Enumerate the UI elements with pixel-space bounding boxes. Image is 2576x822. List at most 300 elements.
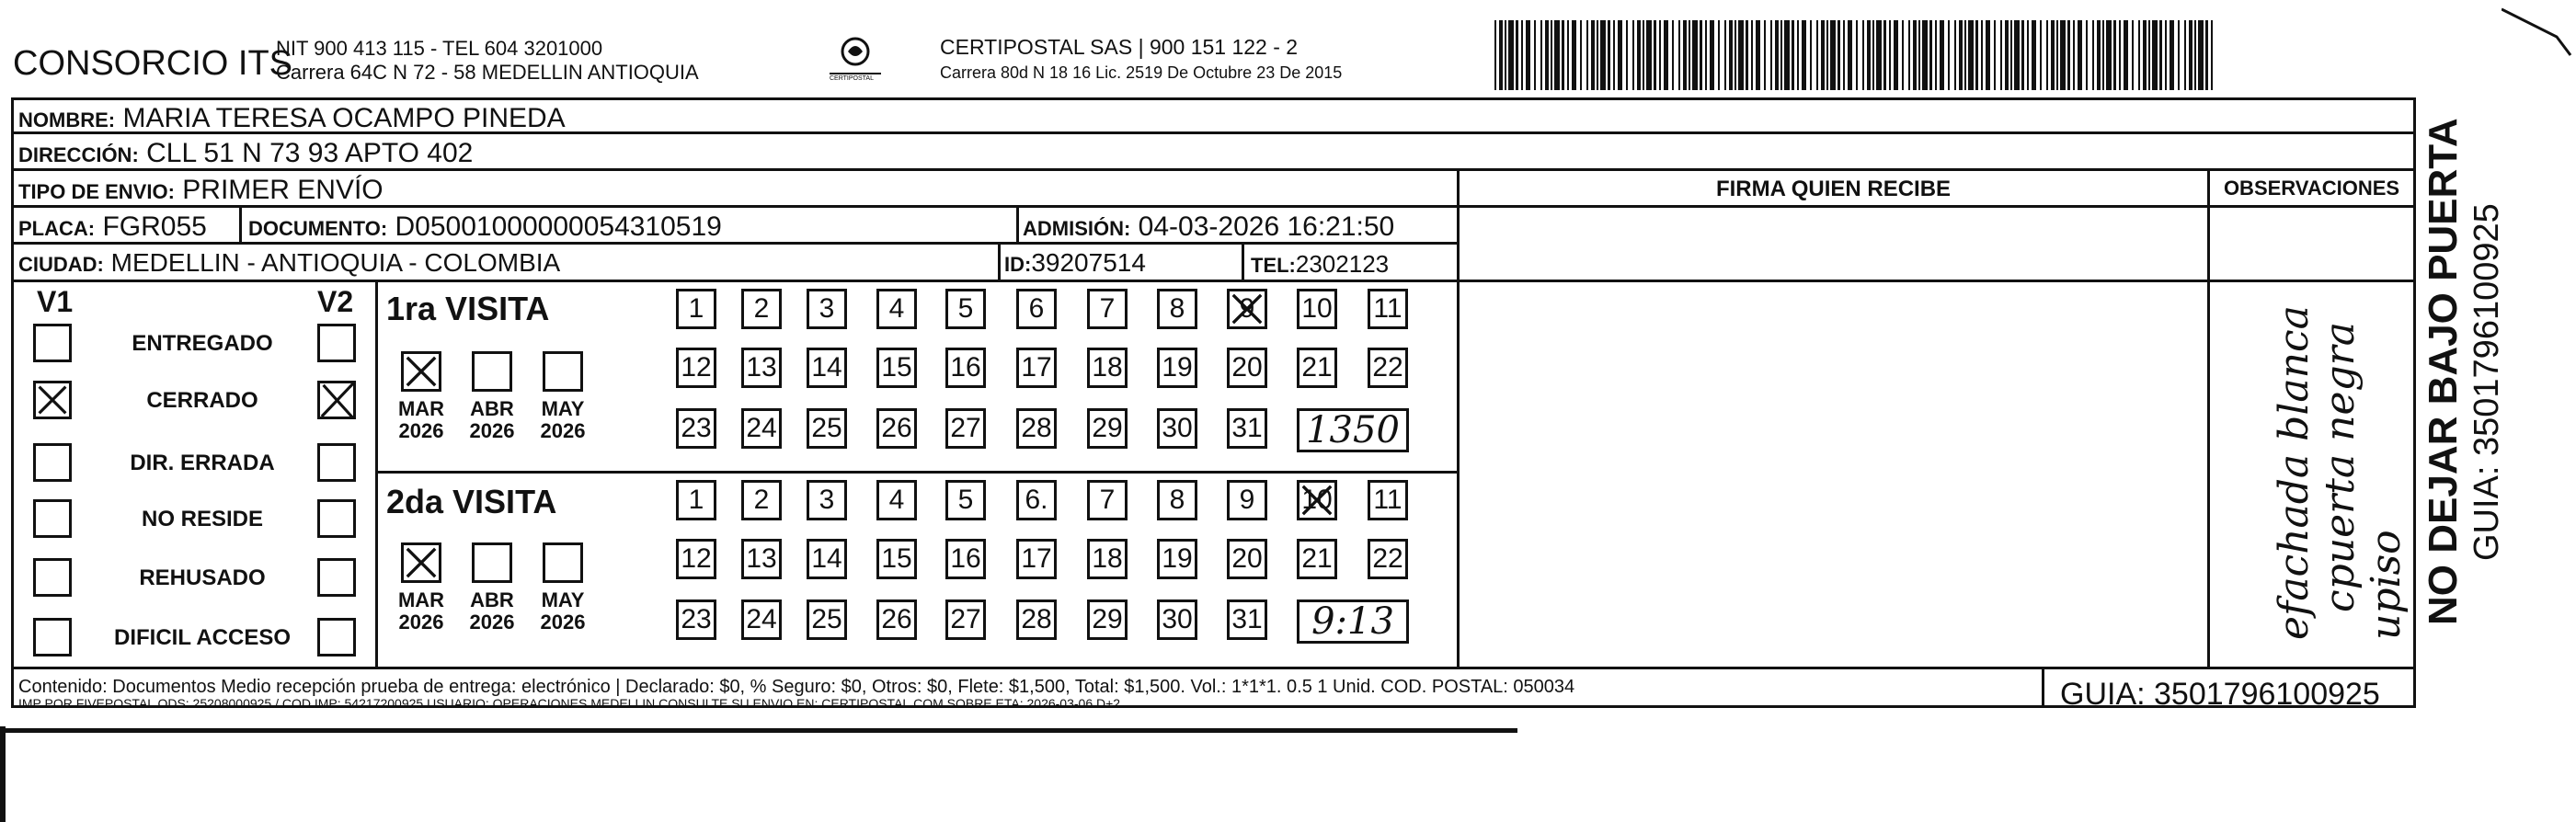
v1-checkbox[interactable] bbox=[33, 558, 72, 597]
visit-1-title: 1ra VISITA bbox=[386, 290, 550, 327]
barcode-bar bbox=[1672, 20, 1674, 90]
barcode-bar bbox=[1659, 20, 1661, 90]
day-number: 6 bbox=[1028, 293, 1045, 324]
day-number: 25 bbox=[811, 413, 842, 443]
day-number: 24 bbox=[746, 604, 777, 634]
day-number: 11 bbox=[1373, 293, 1402, 324]
plate-label: PLACA: bbox=[18, 217, 96, 240]
status-label: ENTREGADO bbox=[132, 331, 273, 356]
month-checkbox[interactable] bbox=[401, 542, 441, 583]
barcode-bar bbox=[1626, 20, 1628, 90]
observations-area bbox=[2210, 208, 2413, 667]
barcode-bar bbox=[1821, 20, 1825, 90]
v1-checkbox[interactable] bbox=[33, 499, 72, 538]
month-label: MAR bbox=[397, 588, 445, 611]
day-cell[interactable] bbox=[1227, 289, 1267, 329]
day-number: 8 bbox=[1169, 293, 1185, 324]
day-number: 21 bbox=[1301, 352, 1333, 382]
v1-checkbox[interactable] bbox=[33, 618, 72, 656]
signature-header: FIRMA QUIEN RECIBE bbox=[1715, 177, 1952, 201]
barcode-bar bbox=[1562, 20, 1564, 90]
barcode-bar bbox=[2165, 20, 2167, 90]
day-cell[interactable] bbox=[1368, 480, 1408, 520]
address-label: DIRECCIÓN: bbox=[18, 143, 139, 166]
day-cell[interactable] bbox=[1157, 480, 1197, 520]
barcode-bar bbox=[1508, 20, 1514, 90]
barcode-bar bbox=[1729, 20, 1733, 90]
barcode-bar bbox=[1948, 20, 1950, 90]
day-cell[interactable] bbox=[1227, 539, 1267, 579]
day-number: 19 bbox=[1162, 352, 1193, 382]
v2-checkbox[interactable] bbox=[317, 558, 356, 597]
bottom-edge-line bbox=[0, 728, 1517, 733]
day-cell[interactable] bbox=[876, 480, 917, 520]
document-label: DOCUMENTO: bbox=[248, 217, 388, 240]
day-cell[interactable] bbox=[1016, 289, 1057, 329]
barcode-bar bbox=[2102, 20, 2104, 90]
barcode-bar bbox=[1856, 20, 1858, 90]
barcode-bar bbox=[1724, 20, 1726, 90]
plate-value: FGR055 bbox=[102, 211, 207, 242]
barcode-bar bbox=[1567, 20, 1569, 90]
barcode-bar bbox=[2073, 20, 2075, 90]
day-cell[interactable] bbox=[876, 408, 917, 449]
day-cell[interactable] bbox=[807, 408, 847, 449]
day-number: 27 bbox=[950, 604, 981, 634]
month-label: MAR bbox=[397, 397, 445, 420]
signature-area[interactable] bbox=[1460, 208, 2207, 667]
tel-cell bbox=[1251, 252, 1389, 276]
barcode-bar bbox=[2097, 20, 2101, 90]
observations-header: OBSERVACIONES bbox=[2223, 177, 2400, 200]
day-number: 5 bbox=[957, 293, 974, 324]
year-label: 2026 bbox=[540, 419, 586, 442]
barcode-bar bbox=[2092, 20, 2094, 90]
year-label: 2026 bbox=[469, 611, 515, 634]
day-number: 5 bbox=[957, 485, 974, 515]
city-cell bbox=[18, 250, 560, 276]
day-cell[interactable] bbox=[1087, 599, 1128, 640]
barcode-bar bbox=[2014, 20, 2020, 90]
company-name: CONSORCIO ITS bbox=[13, 44, 293, 83]
day-number: 14 bbox=[811, 352, 842, 382]
day-cell[interactable] bbox=[1227, 348, 1267, 388]
day-cell[interactable] bbox=[876, 599, 917, 640]
barcode-bar bbox=[1780, 20, 1782, 90]
barcode-bar bbox=[1792, 20, 1794, 90]
barcode-bar bbox=[1902, 20, 1904, 90]
day-number: 23 bbox=[681, 413, 712, 443]
recipient-name: MARIA TERESA OCAMPO PINEDA bbox=[122, 103, 566, 133]
day-number: 24 bbox=[746, 413, 777, 443]
day-cell[interactable] bbox=[1016, 539, 1057, 579]
barcode-bar bbox=[1572, 20, 1576, 90]
footer-imp-line: IMP POR FIVEPOSTAL ODS: 25208000925 / COD.IMP: 54217200925 USUARIO: OPERACIONES MEDELLIN CONSULTE SU ENVIO EN: CERTIPOSTAL.COM SOBRE ETA: 2026-03-06 D+2 bbox=[18, 696, 1121, 711]
barcode-bar bbox=[2021, 20, 2024, 90]
day-number: 17 bbox=[1021, 352, 1052, 382]
v2-checkbox[interactable] bbox=[317, 324, 356, 362]
barcode-bar bbox=[1894, 20, 1898, 90]
barcode-bar bbox=[1705, 20, 1707, 90]
barcode-bar bbox=[2056, 20, 2058, 90]
day-cell[interactable] bbox=[1157, 408, 1197, 449]
day-number: 4 bbox=[888, 485, 905, 515]
name-row bbox=[18, 105, 566, 132]
barcode-bar bbox=[1678, 20, 1680, 90]
day-number: 25 bbox=[811, 604, 842, 634]
tel-label: TEL: bbox=[1251, 254, 1296, 277]
barcode-bar bbox=[1735, 20, 1736, 90]
time-field[interactable]: 1350 bbox=[1297, 408, 1409, 452]
month-label: MAY bbox=[541, 588, 585, 611]
admission-label: ADMISIÓN: bbox=[1023, 217, 1131, 240]
admission-value: 04-03-2026 16:21:50 bbox=[1138, 211, 1395, 242]
day-cell[interactable] bbox=[1087, 539, 1128, 579]
barcode-bar bbox=[2124, 20, 2128, 90]
v1-checkbox[interactable] bbox=[33, 443, 72, 482]
check-x-icon bbox=[404, 545, 439, 580]
footer-guide: GUIA: 3501796100925 bbox=[2060, 677, 2380, 712]
status-label: REHUSADO bbox=[139, 565, 266, 590]
day-cell[interactable] bbox=[1016, 599, 1057, 640]
observation-line-1: efachada blanca bbox=[2271, 305, 2318, 640]
v2-checkbox[interactable] bbox=[317, 618, 356, 656]
side-notice-guide: GUIA: 3501796100925 bbox=[2467, 203, 2506, 561]
day-cell[interactable] bbox=[1157, 289, 1197, 329]
barcode-bar bbox=[2132, 20, 2134, 90]
time-field[interactable]: 9:13 bbox=[1297, 599, 1409, 644]
v2-checkbox[interactable] bbox=[317, 499, 356, 538]
id-label: ID: bbox=[1004, 253, 1032, 276]
barcode-bar bbox=[1580, 20, 1582, 90]
day-cell[interactable] bbox=[807, 480, 847, 520]
barcode-bar bbox=[1664, 20, 1668, 90]
day-cell[interactable] bbox=[1297, 348, 1337, 388]
barcode-bar bbox=[2178, 20, 2180, 90]
barcode-bar bbox=[1816, 20, 1818, 90]
barcode-bar bbox=[1654, 20, 1656, 90]
check-x-icon bbox=[1299, 483, 1334, 518]
barcode-bar bbox=[1986, 20, 1990, 90]
day-cell[interactable] bbox=[1087, 480, 1128, 520]
barcode-bar bbox=[1586, 20, 1588, 90]
barcode-bar bbox=[1935, 20, 1937, 90]
barcode-bar bbox=[1700, 20, 1702, 90]
barcode-bar bbox=[1554, 20, 1560, 90]
barcode-bar bbox=[1994, 20, 1996, 90]
day-cell[interactable] bbox=[1368, 289, 1408, 329]
day-number: 9 bbox=[1239, 485, 1255, 515]
day-number: 28 bbox=[1021, 604, 1052, 634]
day-cell[interactable] bbox=[876, 289, 917, 329]
recipient-address: CLL 51 N 73 93 APTO 402 bbox=[146, 138, 474, 168]
company-address: Carrera 64C N 72 - 58 MEDELLIN ANTIOQUIA bbox=[276, 61, 699, 84]
barcode-bar bbox=[1848, 20, 1852, 90]
day-cell[interactable] bbox=[676, 408, 716, 449]
tel-value: 2302123 bbox=[1295, 250, 1390, 278]
name-label: NOMBRE: bbox=[18, 108, 116, 131]
barcode-bar bbox=[1929, 20, 1932, 90]
barcode-bar bbox=[1618, 20, 1622, 90]
day-cell[interactable] bbox=[945, 348, 986, 388]
barcode-bar bbox=[1751, 20, 1753, 90]
barcode-bar bbox=[1646, 20, 1652, 90]
barcode-bar bbox=[1710, 20, 1714, 90]
city-label: CIUDAD: bbox=[18, 253, 104, 276]
barcode-bar bbox=[1632, 20, 1634, 90]
day-number: 16 bbox=[950, 352, 981, 382]
status-label: DIR. ERRADA bbox=[130, 451, 275, 475]
year-label: 2026 bbox=[469, 419, 515, 442]
day-number: 13 bbox=[746, 543, 777, 574]
day-number: 21 bbox=[1301, 543, 1333, 574]
certipostal-logo bbox=[809, 33, 901, 85]
day-cell[interactable] bbox=[1368, 348, 1408, 388]
barcode-bar bbox=[2138, 20, 2140, 90]
month-checkbox[interactable] bbox=[543, 351, 583, 392]
barcode-bar bbox=[2119, 20, 2121, 90]
day-number: 26 bbox=[881, 604, 912, 634]
plate-cell bbox=[18, 213, 207, 241]
day-number: 8 bbox=[1169, 485, 1185, 515]
day-cell[interactable] bbox=[1227, 480, 1267, 520]
barcode-bar bbox=[1545, 20, 1549, 90]
day-cell[interactable] bbox=[876, 539, 917, 579]
barcode-bar bbox=[1922, 20, 1928, 90]
day-number: 9 bbox=[1239, 293, 1255, 324]
barcode-bar bbox=[2010, 20, 2012, 90]
day-cell[interactable] bbox=[741, 408, 782, 449]
barcode-bar bbox=[1683, 20, 1687, 90]
day-cell[interactable] bbox=[741, 599, 782, 640]
barcode-bar bbox=[1883, 20, 1886, 90]
day-number: 1 bbox=[688, 485, 704, 515]
barcode-bar bbox=[1643, 20, 1644, 90]
day-number: 12 bbox=[681, 543, 712, 574]
barcode-bar bbox=[2184, 20, 2186, 90]
barcode-bar bbox=[2032, 20, 2036, 90]
barcode-bar bbox=[2040, 20, 2042, 90]
barcode-bar bbox=[1802, 20, 1806, 90]
day-cell[interactable] bbox=[807, 348, 847, 388]
barcode-bar bbox=[1597, 20, 1598, 90]
v2-checkbox[interactable] bbox=[317, 443, 356, 482]
barcode-bar bbox=[2067, 20, 2070, 90]
barcode-bar bbox=[1872, 20, 1874, 90]
day-cell[interactable] bbox=[676, 480, 716, 520]
shipment-type: PRIMER ENVÍO bbox=[182, 175, 384, 205]
day-cell[interactable] bbox=[876, 348, 917, 388]
barcode-bar bbox=[1826, 20, 1828, 90]
check-x-icon bbox=[404, 354, 439, 389]
day-cell[interactable] bbox=[945, 599, 986, 640]
day-cell[interactable] bbox=[1157, 539, 1197, 579]
day-number: 6. bbox=[1025, 485, 1048, 515]
barcode-bar bbox=[1516, 20, 1518, 90]
barcode-bar bbox=[1613, 20, 1615, 90]
nit-line: NIT 900 413 115 - TEL 604 3201000 bbox=[276, 37, 603, 60]
type-label: TIPO DE ENVIO: bbox=[18, 180, 175, 203]
day-cell[interactable] bbox=[807, 539, 847, 579]
day-cell[interactable] bbox=[945, 289, 986, 329]
day-number: 31 bbox=[1231, 604, 1263, 634]
barcode-bar bbox=[1918, 20, 1920, 90]
barcode-bar bbox=[2027, 20, 2029, 90]
barcode-bar bbox=[1810, 20, 1812, 90]
day-cell[interactable] bbox=[741, 539, 782, 579]
barcode-bar bbox=[1692, 20, 1698, 90]
day-number: 3 bbox=[819, 485, 835, 515]
day-number: 17 bbox=[1021, 543, 1052, 574]
barcode-bar bbox=[1521, 20, 1523, 90]
day-cell[interactable] bbox=[1016, 408, 1057, 449]
month-label: ABR bbox=[470, 588, 514, 611]
day-cell[interactable] bbox=[1157, 599, 1197, 640]
day-cell[interactable] bbox=[676, 539, 716, 579]
day-cell[interactable] bbox=[741, 289, 782, 329]
day-cell[interactable] bbox=[945, 480, 986, 520]
day-number: 7 bbox=[1099, 293, 1116, 324]
day-cell[interactable] bbox=[1297, 289, 1337, 329]
barcode-bar bbox=[2113, 20, 2116, 90]
day-number: 10 bbox=[1301, 293, 1333, 324]
v1-checkbox[interactable] bbox=[33, 324, 72, 362]
v2-checkbox[interactable] bbox=[317, 381, 356, 419]
day-number: 18 bbox=[1092, 543, 1123, 574]
day-cell[interactable] bbox=[1368, 539, 1408, 579]
day-cell[interactable] bbox=[741, 348, 782, 388]
day-number: 26 bbox=[881, 413, 912, 443]
day-cell[interactable] bbox=[1297, 480, 1337, 520]
barcode-bar bbox=[1526, 20, 1530, 90]
document-cell bbox=[248, 213, 722, 241]
month-label: MAY bbox=[541, 397, 585, 420]
year-label: 2026 bbox=[398, 419, 444, 442]
day-cell[interactable] bbox=[807, 599, 847, 640]
id-cell bbox=[1004, 250, 1146, 276]
month-checkbox[interactable] bbox=[472, 351, 512, 392]
barcode-bar bbox=[2205, 20, 2208, 90]
observation-line-2: cpuerta negra bbox=[2317, 322, 2364, 612]
barcode-bar bbox=[2005, 20, 2009, 90]
barcode-bar bbox=[2152, 20, 2158, 90]
day-cell[interactable] bbox=[676, 289, 716, 329]
month-checkbox[interactable] bbox=[401, 351, 441, 392]
month-checkbox[interactable] bbox=[472, 542, 512, 583]
barcode-bar bbox=[1591, 20, 1595, 90]
barcode-bar bbox=[2106, 20, 2112, 90]
day-number: 2 bbox=[753, 293, 770, 324]
barcode-bar bbox=[1838, 20, 1840, 90]
logo-text: CERTIPOSTAL bbox=[830, 75, 874, 82]
barcode-bar bbox=[1784, 20, 1790, 90]
barcode-bar bbox=[1637, 20, 1641, 90]
carrier-address: Carrera 80d N 18 16 Lic. 2519 De Octubre 23 De 2015 bbox=[940, 63, 1343, 82]
day-number: 29 bbox=[1092, 604, 1123, 634]
barcode-bar bbox=[1797, 20, 1799, 90]
day-cell[interactable] bbox=[676, 348, 716, 388]
day-cell[interactable] bbox=[945, 408, 986, 449]
barcode-bar bbox=[2060, 20, 2066, 90]
month-label: ABR bbox=[470, 397, 514, 420]
barcode-bar bbox=[2051, 20, 2055, 90]
v1-checkbox[interactable] bbox=[33, 381, 72, 419]
day-cell[interactable] bbox=[1297, 539, 1337, 579]
barcode-bar bbox=[2046, 20, 2048, 90]
barcode-bar bbox=[1551, 20, 1552, 90]
barcode-bar bbox=[2198, 20, 2204, 90]
v2-header: V2 bbox=[317, 285, 354, 318]
barcode-bar bbox=[1975, 20, 1978, 90]
barcode-bar bbox=[1746, 20, 1748, 90]
id-value: 39207514 bbox=[1031, 248, 1146, 277]
barcode-bar bbox=[1876, 20, 1882, 90]
barcode-bar bbox=[2078, 20, 2082, 90]
day-number: 23 bbox=[681, 604, 712, 634]
barcode-bar bbox=[1770, 20, 1772, 90]
v1-header: V1 bbox=[37, 285, 74, 318]
barcode-bar bbox=[1608, 20, 1610, 90]
day-cell[interactable] bbox=[1016, 348, 1057, 388]
check-x-icon bbox=[1230, 291, 1265, 326]
day-cell[interactable] bbox=[1157, 348, 1197, 388]
day-cell[interactable] bbox=[1087, 289, 1128, 329]
day-number: 20 bbox=[1231, 543, 1263, 574]
day-cell[interactable] bbox=[1016, 480, 1057, 520]
day-number: 30 bbox=[1162, 604, 1193, 634]
barcode-bar bbox=[2000, 20, 2002, 90]
barcode-bar bbox=[1964, 20, 1966, 90]
barcode-bar bbox=[2143, 20, 2147, 90]
day-number: 20 bbox=[1231, 352, 1263, 382]
day-cell[interactable] bbox=[1087, 408, 1128, 449]
barcode-bar bbox=[1981, 20, 1983, 90]
left-edge-line bbox=[0, 726, 6, 822]
barcode-bar bbox=[1499, 20, 1503, 90]
footer-content-line: Contenido: Documentos Medio recepción prueba de entrega: electrónico | Declarado: $0, % Seguro: $0, Otros: $0, Flete: $1,500, Total: $1,500. Vol.: 1*1*1. 0.5 1 Unid. COD. POSTAL: 050034 bbox=[18, 677, 1575, 697]
month-checkbox[interactable] bbox=[543, 542, 583, 583]
day-number: 13 bbox=[746, 352, 777, 382]
barcode-bar bbox=[1908, 20, 1910, 90]
day-cell[interactable] bbox=[807, 289, 847, 329]
barcode-bar bbox=[2159, 20, 2162, 90]
barcode bbox=[1494, 20, 2230, 90]
barcode-bar bbox=[1959, 20, 1963, 90]
observation-line-3: upiso bbox=[2363, 530, 2410, 640]
side-notice-title: NO DEJAR BAJO PUERTA bbox=[2421, 118, 2466, 625]
day-number: 4 bbox=[888, 293, 905, 324]
year-label: 2026 bbox=[398, 611, 444, 634]
barcode-bar bbox=[2211, 20, 2213, 90]
day-cell[interactable] bbox=[741, 480, 782, 520]
day-cell[interactable] bbox=[676, 599, 716, 640]
day-cell[interactable] bbox=[1087, 348, 1128, 388]
corner-mark-icon bbox=[2502, 0, 2576, 74]
barcode-bar bbox=[1494, 20, 1496, 90]
day-number: 22 bbox=[1372, 352, 1403, 382]
address-row bbox=[18, 140, 473, 167]
day-number: 12 bbox=[681, 352, 712, 382]
day-cell[interactable] bbox=[1227, 408, 1267, 449]
day-number: 15 bbox=[881, 352, 912, 382]
day-cell[interactable] bbox=[945, 539, 986, 579]
day-number: 28 bbox=[1021, 413, 1052, 443]
day-cell[interactable] bbox=[1227, 599, 1267, 640]
barcode-bar bbox=[2148, 20, 2150, 90]
city-value: MEDELLIN - ANTIOQUIA - COLOMBIA bbox=[110, 248, 561, 277]
day-number: 15 bbox=[881, 543, 912, 574]
barcode-bar bbox=[1505, 20, 1506, 90]
